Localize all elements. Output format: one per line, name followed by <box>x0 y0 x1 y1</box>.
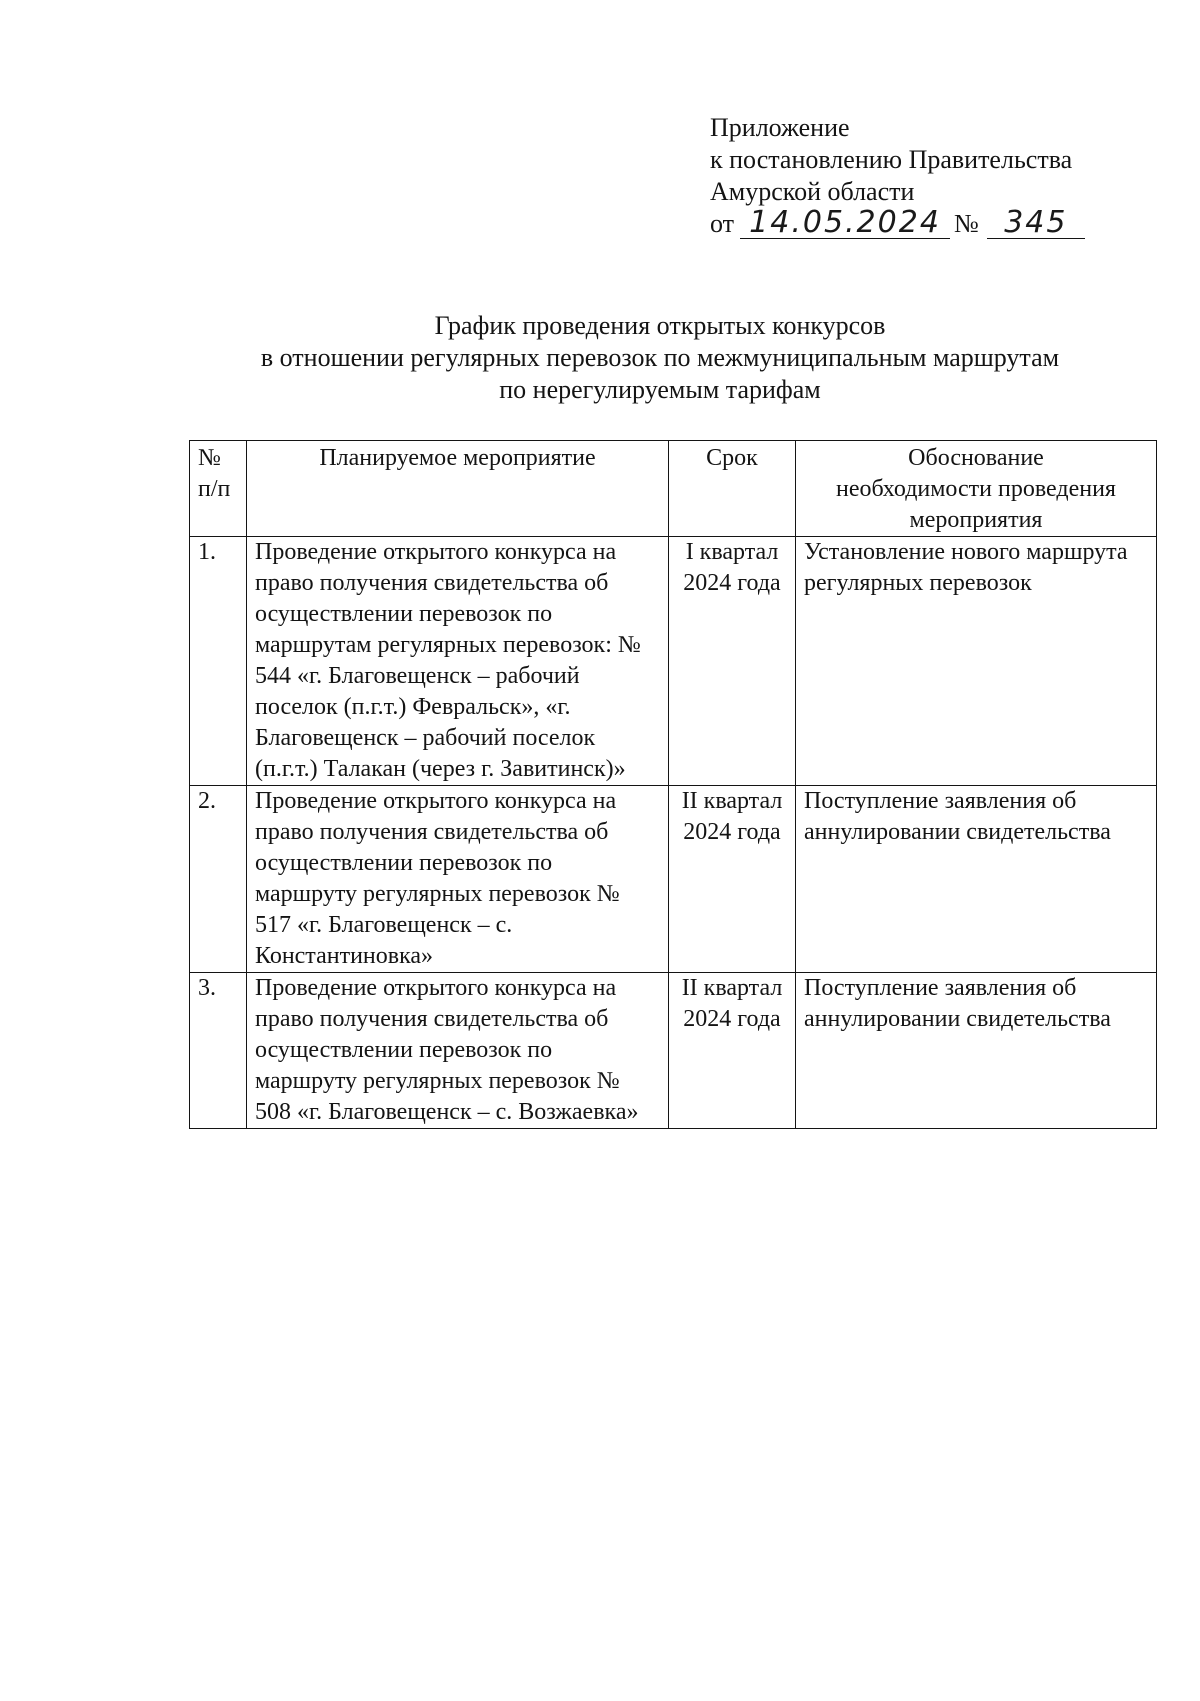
row-term: I квартал 2024 года <box>669 537 796 786</box>
title-line-2: в отношении регулярных перевозок по межмуниципальным маршрутам <box>260 343 1060 372</box>
schedule-table <box>189 440 1157 1129</box>
table-header-row <box>190 441 1157 537</box>
header-basis: Обоснование необходимости проведения мероприятия <box>796 441 1157 537</box>
title-line-3: по нерегулируемым тарифам <box>499 375 821 404</box>
appendix-region-line: Амурской области <box>710 177 915 206</box>
header-activity: Планируемое мероприятие <box>247 441 669 537</box>
row-activity: Проведение открытого конкурса на право получения свидетельства об осуществлении перевозок по маршруту регулярных перевозок № 508 «г. Благовещенск – с. Возжаевка» <box>247 973 669 1129</box>
appendix-block <box>710 112 1085 244</box>
table-row <box>190 973 1157 1129</box>
row-term: II квартал 2024 года <box>669 786 796 973</box>
title-line-1: График проведения открытых конкурсов <box>434 311 886 340</box>
row-basis: Поступление заявления об аннулировании свидетельства <box>796 786 1157 973</box>
handwritten-date: 14.05.2024 <box>740 208 950 239</box>
table-row <box>190 537 1157 786</box>
handwritten-number: 345 <box>987 208 1085 239</box>
document-title <box>150 310 1170 406</box>
from-label: от <box>710 209 735 238</box>
number-label: № <box>954 209 979 238</box>
row-basis: Поступление заявления об аннулировании свидетельства <box>796 973 1157 1129</box>
row-basis: Установление нового маршрута регулярных перевозок <box>796 537 1157 786</box>
row-number: 2. <box>190 786 247 973</box>
header-number: № п/п <box>190 441 247 537</box>
row-number: 3. <box>190 973 247 1129</box>
row-number: 1. <box>190 537 247 786</box>
appendix-resolution-line: к постановлению Правительства <box>710 145 1073 174</box>
table-row <box>190 786 1157 973</box>
header-term: Срок <box>669 441 796 537</box>
appendix-date-number-row <box>710 205 1085 244</box>
appendix-title: Приложение <box>710 113 850 142</box>
row-activity: Проведение открытого конкурса на право получения свидетельства об осуществлении перевозок по маршруту регулярных перевозок № 517 «г. Благовещенск – с. Константиновка» <box>247 786 669 973</box>
row-activity: Проведение открытого конкурса на право получения свидетельства об осуществлении перевозок по маршрутам регулярных перевозок: № 544 «г. Благовещенск – рабочий поселок (п.г.т.) Февральск», «г. Благовещенск – рабочий поселок (п.г.т.) Талакан (через г. Завитинск)» <box>247 537 669 786</box>
row-term: II квартал 2024 года <box>669 973 796 1129</box>
